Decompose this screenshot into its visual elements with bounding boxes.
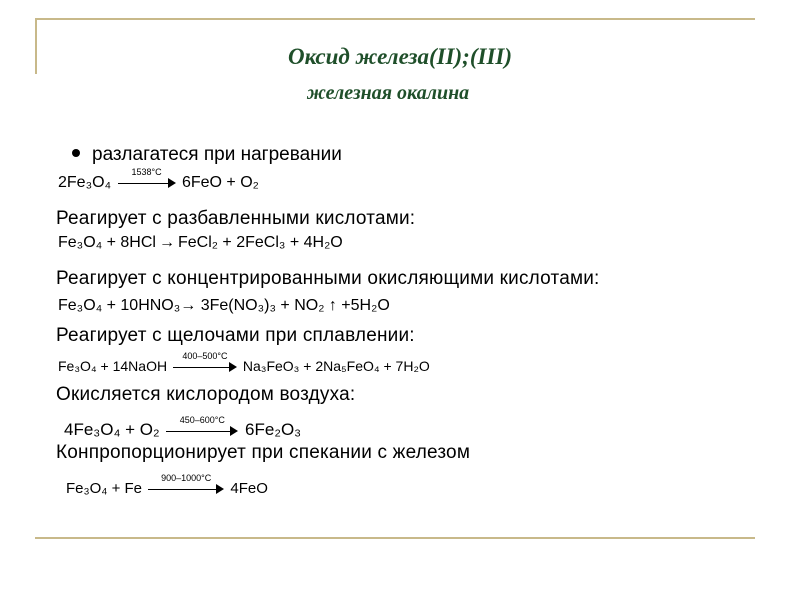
eq1-left: 2Fe₃O₄	[58, 174, 112, 191]
eq5-condition: 450–600°C	[179, 414, 225, 425]
equation-decomposition	[58, 166, 259, 192]
bullet-text: разлагатеся при нагревании	[92, 144, 342, 165]
eq4-right: Na₃FeO₃ + 2Na₅FeO₄ + 7H₂O	[242, 358, 430, 374]
heading-air-oxidation: Окисляется кислородом воздуха:	[56, 384, 356, 405]
equation-oxygen	[64, 414, 302, 440]
eq1-right: 6FeO + O₂	[181, 174, 259, 191]
eq2-right: FeCl₂ + 2FeCl₃ + 4H₂O	[177, 234, 343, 251]
eq2-arrow: →	[158, 234, 175, 251]
heading-dilute-acids: Реагирует с разбавленными кислотами:	[56, 208, 416, 229]
eq5-left: 4Fe₃O₄ + O₂	[64, 420, 160, 439]
equation-hno3: Fe₃O₄ + 10HNO₃→ 3Fe(NO₃)₃ + NO₂ ↑ +5H₂O	[58, 297, 390, 314]
heading-alkali-fusion: Реагирует с щелочами при сплавлении:	[56, 325, 415, 346]
equation-hcl	[58, 234, 343, 252]
eq5-right: 6Fe₂O₃	[245, 420, 302, 439]
eq6-arrow	[148, 473, 224, 496]
frame-bottom-line	[35, 537, 755, 539]
eq4-condition: 400–500°C	[182, 351, 228, 362]
eq6-left: Fe₃O₄ + Fe	[66, 480, 143, 497]
equation-iron-sintering	[66, 473, 268, 497]
eq2-left: Fe₃O₄ + 8HCl	[58, 234, 156, 251]
eq4-left: Fe₃O₄ + 14NaOH	[58, 358, 168, 374]
eq6-right: 4FeO	[230, 480, 268, 497]
heading-comproportionation: Конпропорционирует при спекании с железом	[56, 442, 471, 463]
eq1-arrow	[118, 166, 176, 190]
eq4-arrow	[173, 351, 237, 374]
slide-title: Оксид железа(II);(III)	[287, 44, 512, 69]
equation-naoh	[58, 351, 430, 374]
slide-subtitle: железная окалина	[306, 82, 470, 104]
eq1-condition: 1538°C	[131, 166, 162, 177]
frame-top-line	[35, 18, 755, 20]
bullet-item	[72, 144, 342, 166]
heading-oxidizing-acids: Реагирует с концентрированными окисляющими кислотами:	[56, 268, 600, 289]
bullet-dot-icon	[72, 149, 80, 157]
eq6-condition: 900–1000°C	[161, 473, 212, 484]
eq5-arrow	[166, 414, 238, 438]
